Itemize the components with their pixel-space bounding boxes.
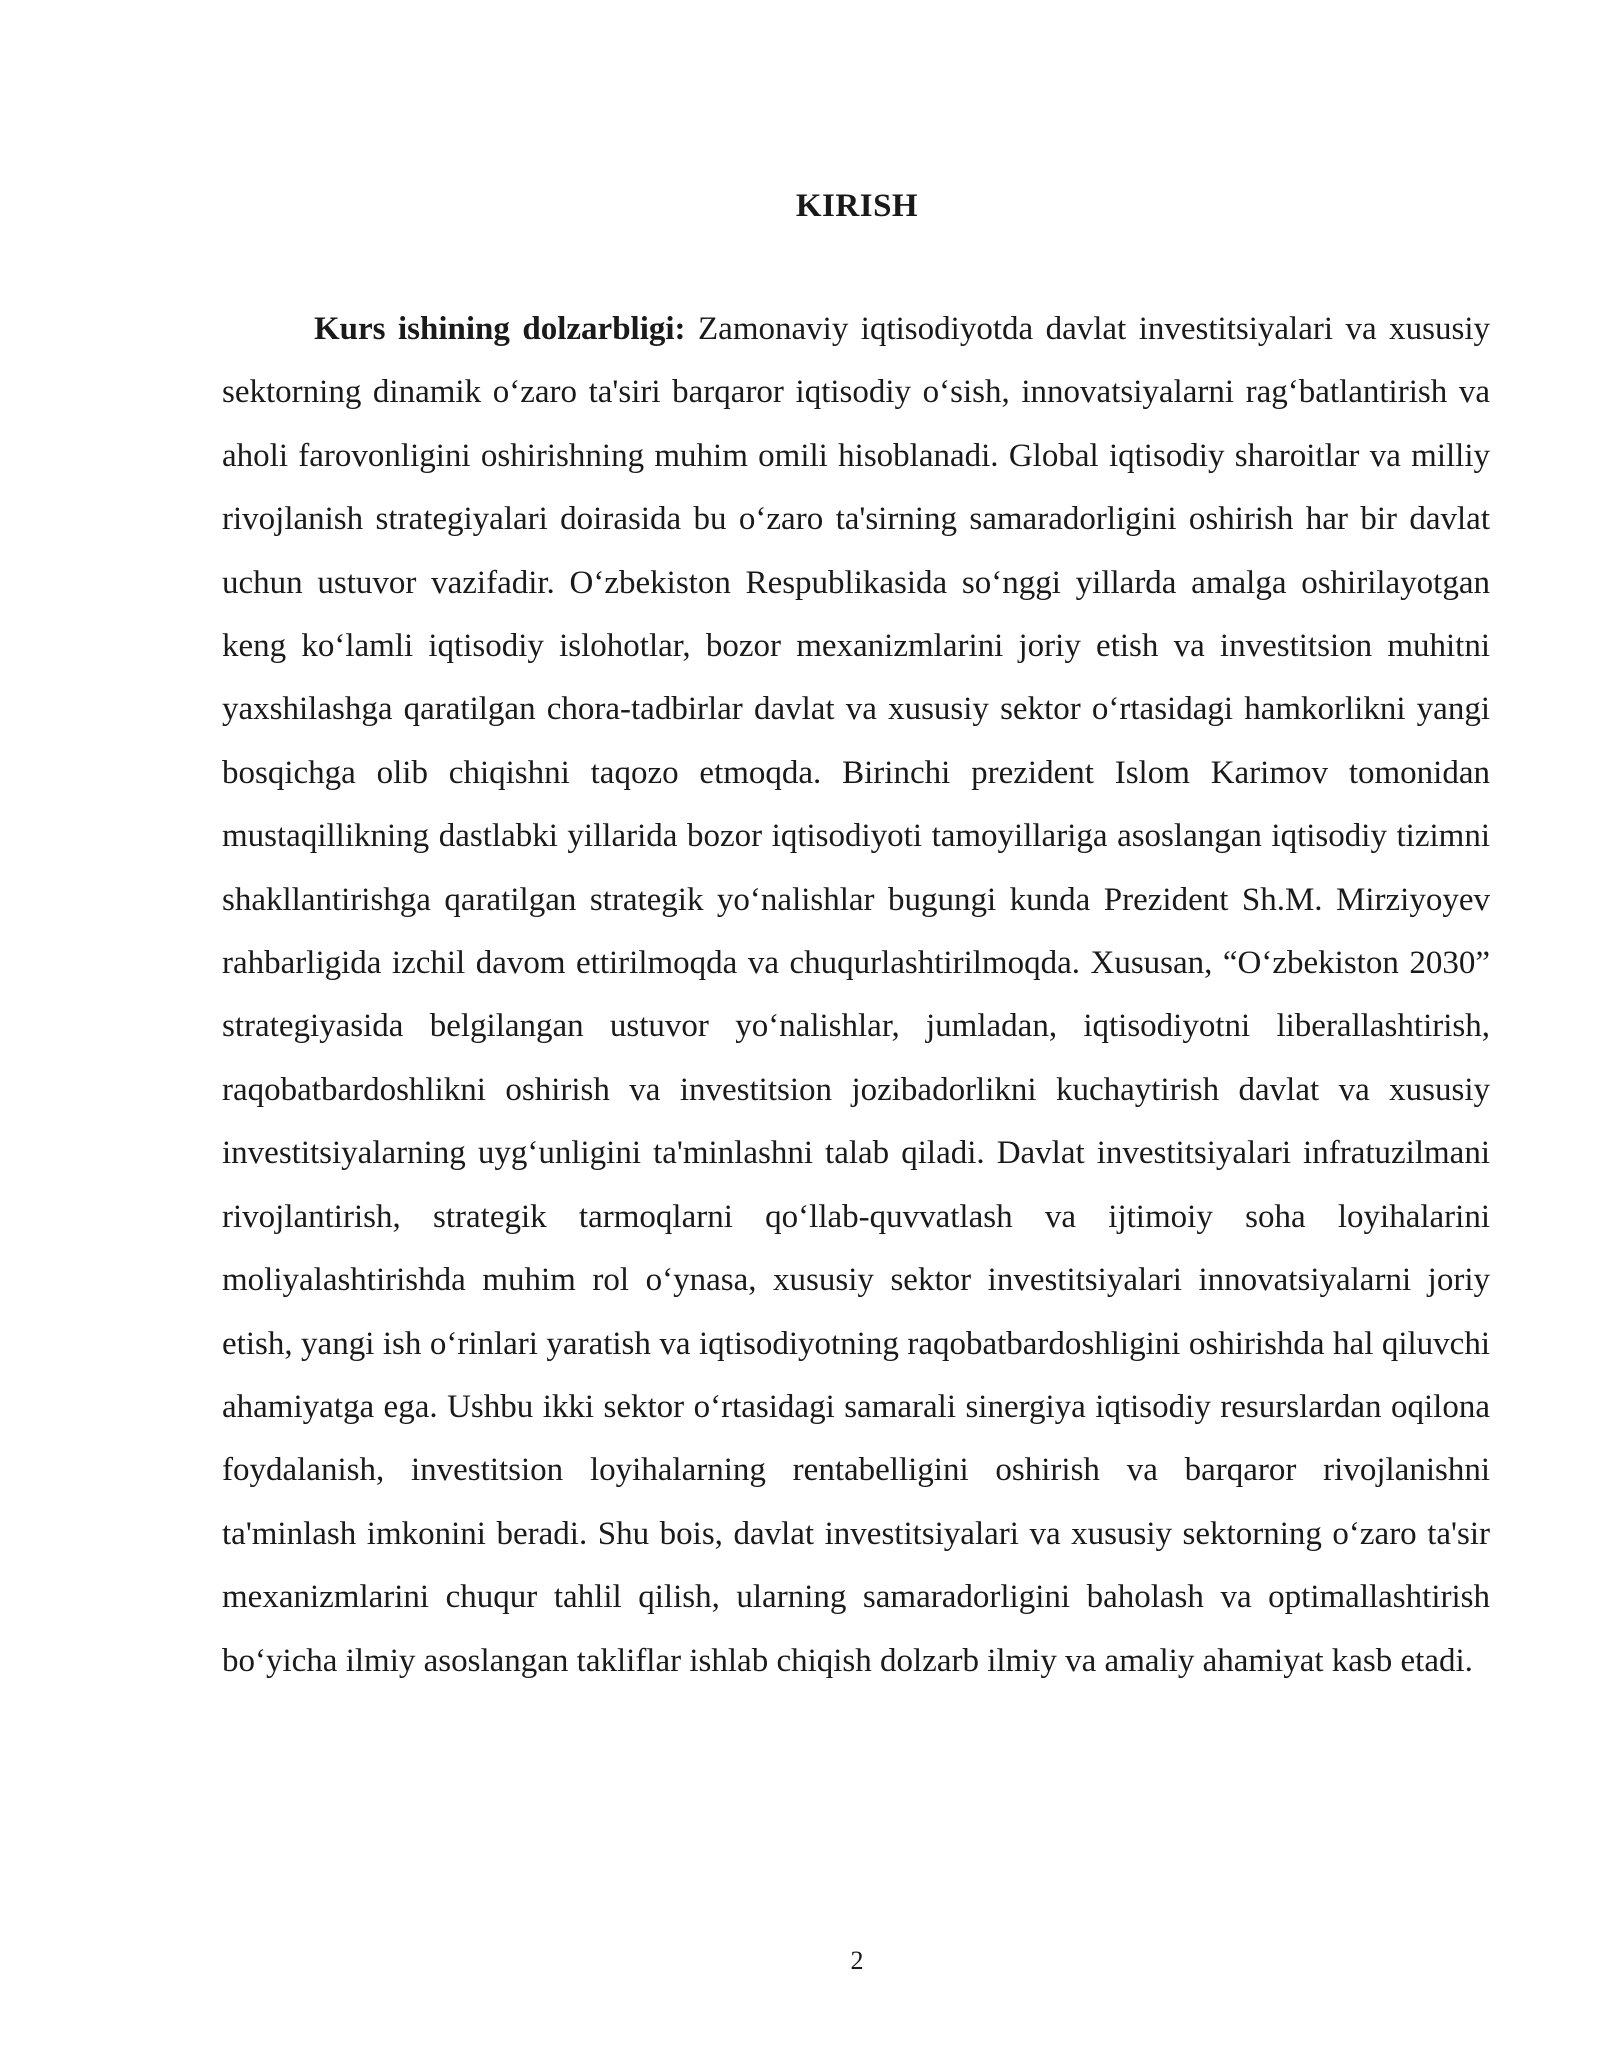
paragraph-lead: Kurs ishining dolzarbligi: bbox=[314, 311, 686, 347]
paragraph-text: Zamonaviy iqtisodiyotda davlat investitsiyalari va xususiy sektorning dinamik o‘zaro ta'siri barqaror iqtisodiy o‘sish, innovatsiyalarni rag‘batlantirish va aholi farovonligini oshirishning muhim omili hisoblanadi. Global iqtisodiy sharoitlar va milliy rivojlanish strategiyalari doirasida bu o‘zaro ta'sirning samaradorligini oshirish har bir davlat uchun ustuvor vazifadir. O‘zbekiston Respublikasida so‘nggi yillarda amalga oshirilayotgan keng ko‘lamli iqtisodiy islohotlar, bozor mexanizmlarini joriy etish va investitsion muhitni yaxshilashga qaratilgan chora-tadbirlar davlat va xususiy sektor o‘rtasidagi hamkorlikni yangi bosqichga olib chiqishni taqozo etmoqda. Birinchi prezident Islom Karimov tomonidan mustaqillikning dastlabki yillarida bozor iqtisodiyoti tamoyillariga asoslangan iqtisodiy tizimni shakllantirishga qaratilgan strategik yo‘nalishlar bugungi kunda Prezident Sh.M. Mirziyoyev rahbarligida izchil davom ettirilmoqda va chuqurlashtirilmoqda. Xususan, “O‘zbekiston 2030” strategiyasida belgilangan ustuvor yo‘nalishlar, jumladan, iqtisodiyotni liberallashtirish, raqobatbardoshlikni oshirish va investitsion jozibadorlikni kuchaytirish davlat va xususiy investitsiyalarning uyg‘unligini ta'minlashni talab qiladi. Davlat investitsiyalari infratuzilmani rivojlantirish, strategik tarmoqlarni qo‘llab-quvvatlash va ijtimoiy soha loyihalarini moliyalashtirishda muhim rol o‘ynasa, xususiy sektor investitsiyalari innovatsiyalarni joriy etish, yangi ish o‘rinlari yaratish va iqtisodiyotning raqobatbardoshligini oshirishda hal qiluvchi ahamiyatga ega. Ushbu ikki sektor o‘rtasidagi samarali sinergiya iqtisodiy resurslardan oqilona foydalanish, investitsion loyihalarning rentabelligini oshirish va barqaror rivojlanishni ta'minlash imkonini beradi. Shu bois, davlat investitsiyalari va xususiy sektorning o‘zaro ta'sir mexanizmlarini chuqur tahlil qilish, ularning samaradorligini baholash va optimallashtirish bo‘yicha ilmiy asoslangan takliflar ishlab chiqish dolzarb ilmiy va amaliy ahamiyat kasb etadi. bbox=[222, 311, 1490, 1679]
page-title: KIRISH bbox=[795, 188, 919, 224]
page-number: 2 bbox=[850, 1946, 864, 1975]
body-paragraph bbox=[222, 298, 1490, 1693]
